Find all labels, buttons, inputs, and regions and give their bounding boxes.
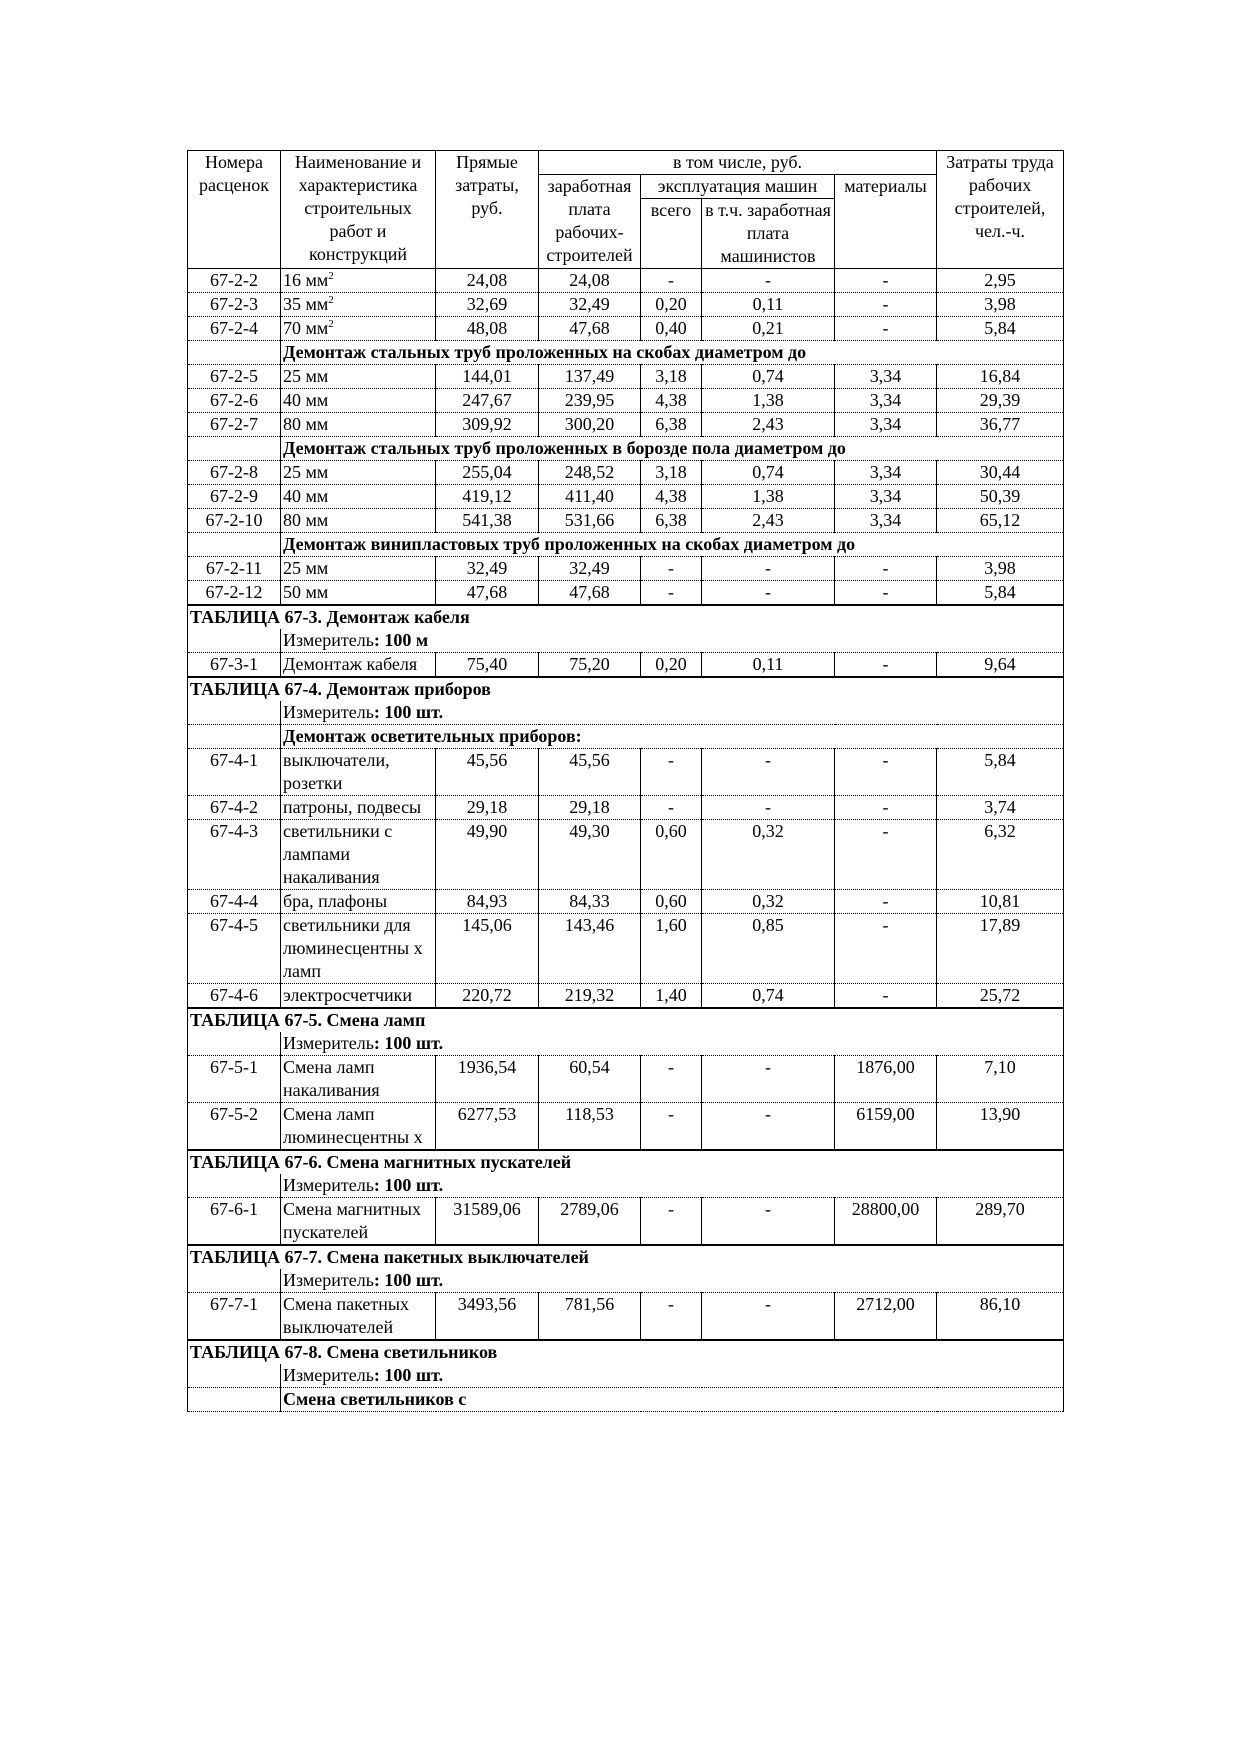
cell-direct-costs: 48,08 [436,317,539,341]
table-title-row [188,1245,1064,1269]
cell-labor: 30,44 [937,461,1064,485]
cell-wages: 47,68 [539,317,641,341]
cell-code: 67-2-8 [188,461,281,485]
cell-machines-total: 0,40 [641,317,702,341]
cell-machines-wages: 0,11 [702,653,835,678]
cell-name-text: выключатели, розетки [283,750,390,793]
table-title: ТАБЛИЦА 67-8. Смена светильников [188,1340,1064,1364]
cell-empty [188,341,281,365]
cell-code: 67-2-3 [188,293,281,317]
cell-name [281,890,436,914]
cell-empty [188,533,281,557]
measure-row [188,1032,1064,1056]
table-body [188,269,1064,1412]
cell-materials: - [835,820,937,890]
cell-name [281,557,436,581]
cell-code: 67-2-9 [188,485,281,509]
cell-labor: 36,77 [937,413,1064,437]
table-row [188,749,1064,796]
cell-materials: - [835,581,937,606]
cell-machines-total: - [641,749,702,796]
cell-machines-total: 0,20 [641,293,702,317]
cell-machines-wages: - [702,1198,835,1246]
cell-name [281,796,436,820]
cell-code: 67-4-2 [188,796,281,820]
cell-materials: - [835,796,937,820]
cell-labor: 86,10 [937,1293,1064,1341]
cell-name-text: Смена магнитных пускателей [283,1199,422,1242]
cell-wages: 143,46 [539,914,641,984]
price-table-page [187,150,1063,1412]
measure-label: Измеритель [283,1175,374,1195]
cell-labor: 25,72 [937,984,1064,1009]
section-heading: Демонтаж стальных труб проложенных на скобах диаметром до [281,341,1064,365]
cell-machines-total: 3,18 [641,461,702,485]
cell-labor: 29,39 [937,389,1064,413]
table-row [188,413,1064,437]
measure-cell [281,1032,1064,1056]
cell-labor: 6,32 [937,820,1064,890]
cell-wages: 118,53 [539,1103,641,1151]
cell-direct-costs: 247,67 [436,389,539,413]
cell-materials: - [835,890,937,914]
header-machines-wages: в т.ч. заработная плата машинистов [702,199,835,269]
cell-materials: 3,34 [835,485,937,509]
cell-direct-costs: 29,18 [436,796,539,820]
cell-labor: 16,84 [937,365,1064,389]
cell-machines-total: 0,60 [641,890,702,914]
cell-machines-total: - [641,1056,702,1103]
cell-code: 67-3-1 [188,653,281,678]
cell-direct-costs: 24,08 [436,269,539,293]
cell-direct-costs: 1936,54 [436,1056,539,1103]
cell-name [281,1056,436,1103]
table-title: ТАБЛИЦА 67-3. Демонтаж кабеля [188,605,1064,629]
cell-name [281,653,436,678]
cell-name [281,413,436,437]
cell-name-text: 25 мм [283,366,329,386]
cell-materials: 1876,00 [835,1056,937,1103]
cell-name [281,581,436,606]
cell-wages: 32,49 [539,557,641,581]
measure-value: : 100 м [373,630,429,650]
cell-empty [188,629,281,653]
cell-wages: 49,30 [539,820,641,890]
cell-labor: 289,70 [937,1198,1064,1246]
cell-name [281,1103,436,1151]
cell-machines-wages: 0,74 [702,461,835,485]
cell-machines-total: 0,60 [641,820,702,890]
table-row [188,365,1064,389]
section-heading: Демонтаж винипластовых труб проложенных на скобах диаметром до [281,533,1064,557]
cell-machines-total: 4,38 [641,389,702,413]
cell-materials: - [835,557,937,581]
table-row [188,557,1064,581]
cell-machines-total: - [641,796,702,820]
cell-name-text: 70 мм [283,318,329,338]
header-direct-costs: Прямые затраты, руб. [436,151,539,269]
table-row [188,984,1064,1009]
cell-materials: 3,34 [835,413,937,437]
cell-machines-wages: 2,43 [702,413,835,437]
table-title-row [188,1150,1064,1174]
measure-row [188,1364,1064,1388]
cell-wages: 60,54 [539,1056,641,1103]
cell-code: 67-5-2 [188,1103,281,1151]
cell-wages: 45,56 [539,749,641,796]
cell-machines-wages: - [702,1056,835,1103]
cell-materials: - [835,749,937,796]
cell-machines-total: - [641,1103,702,1151]
cell-direct-costs: 220,72 [436,984,539,1009]
cell-name [281,749,436,796]
cell-machines-total: 6,38 [641,413,702,437]
cell-materials: - [835,914,937,984]
cell-machines-wages: 0,21 [702,317,835,341]
table-row [188,509,1064,533]
table-row [188,389,1064,413]
cell-labor: 5,84 [937,749,1064,796]
measure-value: : 100 шт. [373,1033,444,1053]
measure-row [188,629,1064,653]
measure-value: : 100 шт. [373,702,444,722]
table-row [188,890,1064,914]
cell-name-text: бра, плафоны [283,891,388,911]
cell-name-text: патроны, подвесы [283,797,422,817]
measure-value: : 100 шт. [373,1175,444,1195]
table-title-row [188,1008,1064,1032]
section-heading-row [188,725,1064,749]
cell-name-text: 80 мм [283,414,329,434]
cell-materials: - [835,269,937,293]
cell-name [281,1293,436,1341]
cell-name [281,269,436,293]
measure-cell [281,1174,1064,1198]
cell-materials: - [835,293,937,317]
cell-name-text: Демонтаж кабеля [283,654,418,674]
header-materials: материалы [835,175,937,269]
cell-name-text: 40 мм [283,486,329,506]
cell-name-text: 16 мм [283,270,329,290]
cell-machines-wages: - [702,749,835,796]
cell-machines-wages: 0,32 [702,890,835,914]
cell-wages: 300,20 [539,413,641,437]
price-table [187,150,1064,1412]
cell-machines-wages: 0,74 [702,984,835,1009]
section-heading: Смена светильников с [281,1388,1064,1412]
cell-machines-wages: - [702,1293,835,1341]
cell-materials: - [835,653,937,678]
cell-name-text: электросчетчики [283,985,413,1005]
cell-name [281,509,436,533]
header-wages: заработная плата рабочих-строителей [539,175,641,269]
cell-name [281,914,436,984]
cell-wages: 24,08 [539,269,641,293]
table-row [188,1198,1064,1246]
cell-wages: 84,33 [539,890,641,914]
table-row [188,485,1064,509]
cell-labor: 3,74 [937,796,1064,820]
cell-name-text: Смена ламп люминесцентны х [283,1104,423,1147]
measure-cell [281,1269,1064,1293]
table-title: ТАБЛИЦА 67-6. Смена магнитных пускателей [188,1150,1064,1174]
cell-name [281,984,436,1009]
table-title-row [188,677,1064,701]
section-heading-row [188,341,1064,365]
cell-name [281,820,436,890]
measure-label: Измеритель [283,630,374,650]
cell-labor: 7,10 [937,1056,1064,1103]
cell-materials: 2712,00 [835,1293,937,1341]
measure-label: Измеритель [283,1365,374,1385]
cell-machines-wages: 0,74 [702,365,835,389]
table-row [188,269,1064,293]
cell-materials: - [835,317,937,341]
cell-direct-costs: 255,04 [436,461,539,485]
cell-machines-wages: 0,85 [702,914,835,984]
cell-code: 67-2-7 [188,413,281,437]
cell-materials: 3,34 [835,461,937,485]
cell-wages: 47,68 [539,581,641,606]
cell-wages: 248,52 [539,461,641,485]
table-title: ТАБЛИЦА 67-7. Смена пакетных выключателей [188,1245,1064,1269]
cell-name-text: светильники с лампами накаливания [283,821,393,887]
cell-name [281,317,436,341]
cell-name-text: Смена ламп накаливания [283,1057,380,1100]
cell-code: 67-5-1 [188,1056,281,1103]
table-row [188,914,1064,984]
cell-direct-costs: 309,92 [436,413,539,437]
cell-code: 67-4-1 [188,749,281,796]
unit-superscript: 2 [328,318,334,330]
cell-empty [188,1032,281,1056]
cell-machines-total: 4,38 [641,485,702,509]
cell-name-text: 40 мм [283,390,329,410]
cell-materials: 3,34 [835,389,937,413]
table-title: ТАБЛИЦА 67-5. Смена ламп [188,1008,1064,1032]
unit-superscript: 2 [328,270,334,282]
cell-machines-wages: 0,32 [702,820,835,890]
cell-wages: 32,49 [539,293,641,317]
cell-code: 67-2-10 [188,509,281,533]
cell-wages: 781,56 [539,1293,641,1341]
cell-direct-costs: 419,12 [436,485,539,509]
cell-wages: 29,18 [539,796,641,820]
cell-labor: 17,89 [937,914,1064,984]
cell-labor: 2,95 [937,269,1064,293]
table-row [188,653,1064,678]
cell-wages: 219,32 [539,984,641,1009]
table-row [188,1103,1064,1151]
cell-name-text: 35 мм [283,294,329,314]
cell-labor: 5,84 [937,581,1064,606]
cell-materials: 28800,00 [835,1198,937,1246]
table-header [188,151,1064,269]
cell-labor: 10,81 [937,890,1064,914]
cell-code: 67-6-1 [188,1198,281,1246]
measure-cell [281,629,1064,653]
cell-materials: 6159,00 [835,1103,937,1151]
header-including: в том числе, руб. [539,151,937,175]
cell-code: 67-2-12 [188,581,281,606]
section-heading-row [188,533,1064,557]
table-row [188,293,1064,317]
cell-machines-wages: 2,43 [702,509,835,533]
cell-labor: 50,39 [937,485,1064,509]
cell-name-text: светильники для люминесцентны х ламп [283,915,423,981]
cell-machines-total: 3,18 [641,365,702,389]
cell-direct-costs: 75,40 [436,653,539,678]
table-row [188,1293,1064,1341]
cell-machines-wages: 0,11 [702,293,835,317]
cell-empty [188,725,281,749]
cell-direct-costs: 145,06 [436,914,539,984]
table-row [188,461,1064,485]
cell-code: 67-7-1 [188,1293,281,1341]
cell-name-text: 50 мм [283,582,329,602]
cell-machines-wages: - [702,796,835,820]
table-row [188,1056,1064,1103]
measure-cell [281,701,1064,725]
section-heading: Демонтаж осветительных приборов: [281,725,1064,749]
cell-name-text: 80 мм [283,510,329,530]
cell-machines-total: 1,60 [641,914,702,984]
cell-code: 67-4-5 [188,914,281,984]
measure-label: Измеритель [283,1033,374,1053]
measure-cell [281,1364,1064,1388]
cell-materials: 3,34 [835,365,937,389]
cell-direct-costs: 541,38 [436,509,539,533]
cell-wages: 411,40 [539,485,641,509]
header-machines: эксплуатация машин [641,175,835,199]
cell-code: 67-2-6 [188,389,281,413]
cell-wages: 2789,06 [539,1198,641,1246]
cell-name-text: 25 мм [283,462,329,482]
cell-labor: 9,64 [937,653,1064,678]
cell-empty [188,701,281,725]
cell-wages: 137,49 [539,365,641,389]
cell-name [281,389,436,413]
cell-wages: 531,66 [539,509,641,533]
section-heading-row [188,1388,1064,1412]
cell-materials: - [835,984,937,1009]
cell-labor: 3,98 [937,293,1064,317]
cell-code: 67-4-6 [188,984,281,1009]
cell-machines-wages: - [702,581,835,606]
cell-name [281,461,436,485]
unit-superscript: 2 [328,294,334,306]
cell-direct-costs: 32,69 [436,293,539,317]
cell-machines-total: - [641,557,702,581]
header-name: Наименование и характеристика строительных работ и конструкций [281,151,436,269]
cell-machines-total: - [641,269,702,293]
cell-code: 67-2-11 [188,557,281,581]
cell-direct-costs: 31589,06 [436,1198,539,1246]
measure-row [188,1269,1064,1293]
cell-code: 67-2-4 [188,317,281,341]
measure-value: : 100 шт. [373,1365,444,1385]
cell-machines-wages: 1,38 [702,389,835,413]
cell-machines-total: 6,38 [641,509,702,533]
cell-name-text: Смена пакетных выключателей [283,1294,410,1337]
cell-machines-total: 0,20 [641,653,702,678]
header-machines-total: всего [641,199,702,269]
cell-direct-costs: 49,90 [436,820,539,890]
table-title-row [188,1340,1064,1364]
cell-direct-costs: 32,49 [436,557,539,581]
cell-empty [188,1174,281,1198]
cell-empty [188,1388,281,1412]
cell-name-text: 25 мм [283,558,329,578]
cell-code: 67-2-2 [188,269,281,293]
cell-wages: 239,95 [539,389,641,413]
cell-name [281,293,436,317]
cell-wages: 75,20 [539,653,641,678]
table-row [188,581,1064,606]
cell-direct-costs: 47,68 [436,581,539,606]
cell-labor: 3,98 [937,557,1064,581]
measure-label: Измеритель [283,702,374,722]
cell-machines-wages: - [702,557,835,581]
section-heading: Демонтаж стальных труб проложенных в борозде пола диаметром до [281,437,1064,461]
measure-value: : 100 шт. [373,1270,444,1290]
cell-machines-wages: - [702,269,835,293]
cell-empty [188,437,281,461]
table-row [188,796,1064,820]
cell-machines-total: - [641,581,702,606]
cell-name [281,365,436,389]
cell-code: 67-4-3 [188,820,281,890]
table-title: ТАБЛИЦА 67-4. Демонтаж приборов [188,677,1064,701]
measure-row [188,701,1064,725]
cell-direct-costs: 45,56 [436,749,539,796]
header-labor: Затраты труда рабочих строителей, чел.-ч. [937,151,1064,269]
header-code: Номера расценок [188,151,281,269]
cell-direct-costs: 6277,53 [436,1103,539,1151]
cell-machines-total: 1,40 [641,984,702,1009]
cell-materials: 3,34 [835,509,937,533]
cell-machines-wages: 1,38 [702,485,835,509]
cell-labor: 65,12 [937,509,1064,533]
cell-machines-total: - [641,1293,702,1341]
cell-empty [188,1269,281,1293]
cell-name [281,1198,436,1246]
table-row [188,317,1064,341]
cell-direct-costs: 3493,56 [436,1293,539,1341]
cell-labor: 5,84 [937,317,1064,341]
measure-row [188,1174,1064,1198]
cell-code: 67-4-4 [188,890,281,914]
cell-machines-wages: - [702,1103,835,1151]
cell-direct-costs: 144,01 [436,365,539,389]
cell-empty [188,1364,281,1388]
table-row [188,820,1064,890]
table-title-row [188,605,1064,629]
cell-labor: 13,90 [937,1103,1064,1151]
cell-direct-costs: 84,93 [436,890,539,914]
cell-name [281,485,436,509]
cell-code: 67-2-5 [188,365,281,389]
measure-label: Измеритель [283,1270,374,1290]
cell-machines-total: - [641,1198,702,1246]
section-heading-row [188,437,1064,461]
